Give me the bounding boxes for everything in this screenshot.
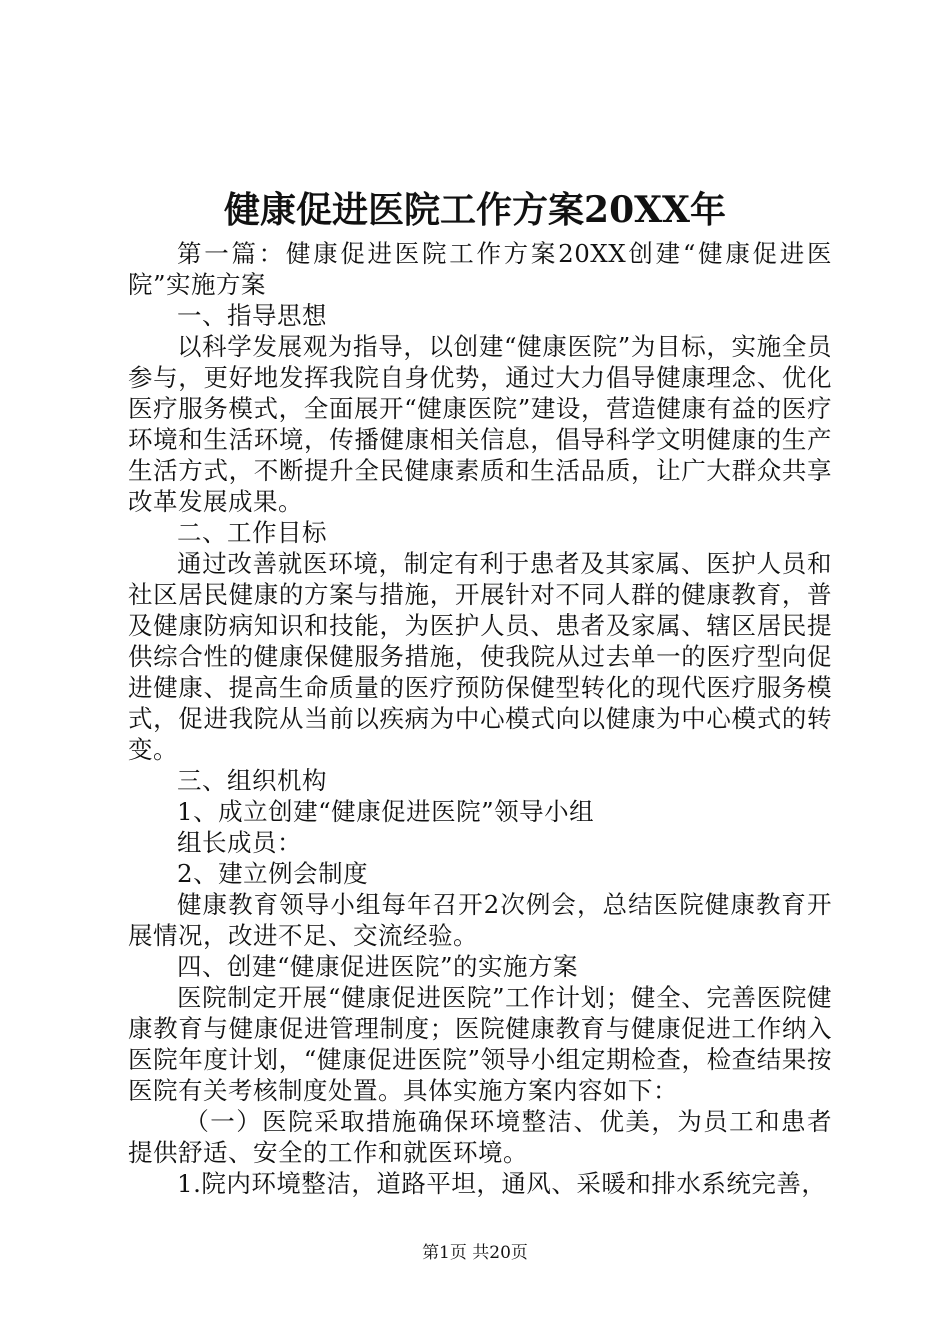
paragraph: 通过改善就医环境，制定有利于患者及其家属、医护人员和社区居民健康的方案与措施，开展针对不同人群的健康教育，普及健康防病知识和技能，为医护人员、患者及家属、辖区居民提供综合性的健康保健服务措施，使我院从过去单一的医疗型向促进健康、提高生命质量的医疗预防保健型转化的现代医疗服务模式，促进我院从当前以疾病为中心模式向以健康为中心模式的转变。 [128,549,832,764]
document-title: 健康促进医院工作方案20XX年 [224,189,726,231]
paragraph: 第一篇：健康促进医院工作方案20XX创建“健康促进医院”实施方案 [128,239,832,299]
paragraph: 以科学发展观为指导，以创建“健康医院”为目标，实施全员参与，更好地发挥我院自身优势，通过大力倡导健康理念、优化医疗服务模式，全面展开“健康医院”建设，营造健康有益的医疗环境和生活环境，传播健康相关信息，倡导科学文明健康的生产生活方式，不断提升全民健康素质和生活品质，让广大群众共享改革发展成果。 [128,332,832,516]
subsection-heading: （一）医院采取措施确保环境整洁、优美，为员工和患者提供舒适、安全的工作和就医环境。 [128,1107,832,1167]
document-body [128,238,832,1199]
list-item: 1、成立创建“健康促进医院”领导小组 [177,797,595,826]
list-item: 1.院内环境整洁，道路平坦，通风、采暖和排水系统完善， [177,1169,827,1198]
paragraph: 组长成员： [177,828,302,857]
section-heading: 一、指导思想 [177,301,327,330]
section-heading: 三、组织机构 [177,766,327,795]
section-heading: 四、创建“健康促进医院”的实施方案 [177,952,579,981]
section-heading: 二、工作目标 [177,518,327,547]
page-footer: 第1页 共20页 [422,1243,528,1263]
paragraph: 医院制定开展“健康促进医院”工作计划；健全、完善医院健康教育与健康促进管理制度；医院健康教育与健康促进工作纳入医院年度计划，“健康促进医院”领导小组定期检查，检查结果按医院有关考核制度处置。具体实施方案内容如下： [128,983,832,1105]
paragraph: 健康教育领导小组每年召开2次例会，总结医院健康教育开展情况，改进不足、交流经验。 [128,890,832,950]
list-item: 2、建立例会制度 [177,859,369,888]
